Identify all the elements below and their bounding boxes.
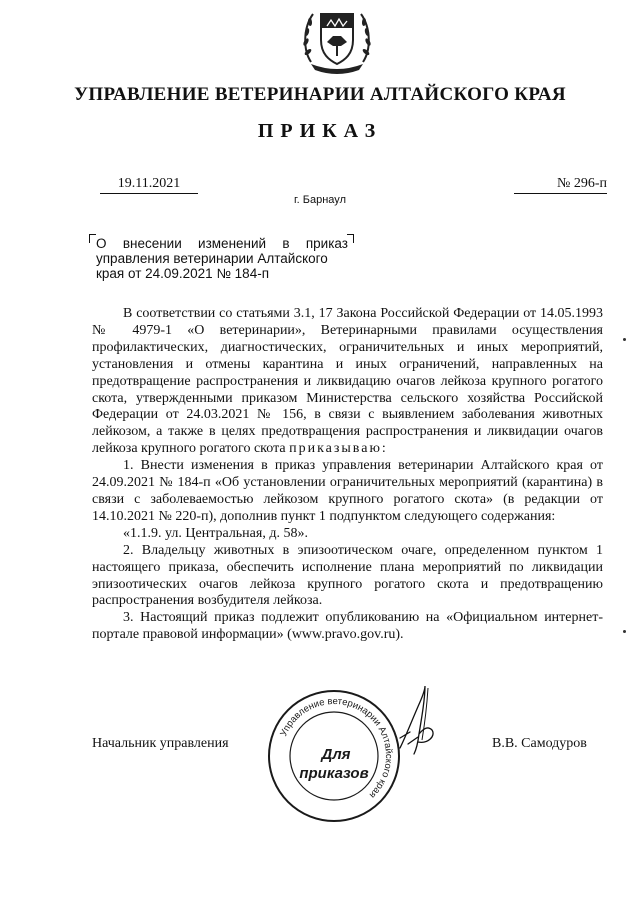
subject-word: внесении <box>122 236 182 251</box>
subject-word: в <box>282 236 290 251</box>
official-stamp <box>266 688 402 824</box>
handwritten-signature <box>392 680 442 760</box>
organization-name: УПРАВЛЕНИЕ ВЕТЕРИНАРИИ АЛТАЙСКОГО КРАЯ <box>74 84 566 105</box>
stamp-ring-text: Управление ветеринарии Алтайского края <box>278 695 395 801</box>
stamp-center-line-1: Для <box>321 746 351 763</box>
margin-mark <box>623 630 626 633</box>
item-1-paragraph: 1. Внести изменения в приказ управления ветеринарии Алтайского края от 24.09.2021 № 184-п «Об установлении ограничительных мероприятий (карантина) в связи с заболеваемостью лейкозом крупного рогатого скота» (в редакции от 14.10.2021 № 220-п), дополнив пункт 1 подпунктом следующего содержания: <box>92 458 603 524</box>
preamble-text: В соответствии со статьями 3.1, 17 Закона Российской Федерации от 14.05.1993 № 4979-1 «О ветеринарии», Ветеринарными правилами осуществления профилактических, диагностических, ограничительных и иных мероприятий, установления и отмены карантина и иных ограничений, направленных на предотвращение распространения и ликвидацию очагов лейкоза крупного рогатого скота, утвержденными приказом Министерства сельского хозяйства Российской Федерации от 24.03.2021 № 156, в связи с выявлением заболевания животных лейкозом, а также в целях предотвращения распространения и ликвидации очагов лейкоза крупного рогатого скота <box>92 306 603 457</box>
document-date: 19.11.2021 <box>100 176 198 194</box>
subject-bracket-left <box>89 234 96 243</box>
document-body <box>92 306 603 644</box>
subject-word: приказ <box>305 236 348 251</box>
signatory-name: В.В. Самодуров <box>492 736 587 751</box>
subject-line-3: края от 24.09.2021 № 184-п <box>96 266 270 281</box>
item-3-paragraph: 3. Настоящий приказ подлежит опубликованию на «Официальном интернет-портале правовой информации» (www.pravo.gov.ru). <box>92 610 603 643</box>
document-subject <box>96 236 348 281</box>
subject-word: О <box>96 236 107 251</box>
document-type: ПРИКАЗ <box>257 120 383 142</box>
coat-of-arms-icon <box>297 2 377 78</box>
order-word: приказываю: <box>289 441 388 457</box>
subject-word: изменений <box>198 236 267 251</box>
subject-line-1 <box>96 236 348 251</box>
item-1-subitem: «1.1.9. ул. Центральная, д. 58». <box>123 525 308 541</box>
item-2-paragraph: 2. Владельцу животных в эпизоотическом очаге, определенном пунктом 1 настоящего приказа, обеспечить исполнение плана мероприятий по ликвидации эпизоотических очагов лейкоза крупного рогатого скота и предотвращению распространения возбудителя лейкоза. <box>92 542 603 609</box>
signatory-position: Начальник управления <box>92 736 229 751</box>
document-number: № 296-п <box>514 176 607 194</box>
stamp-center-line-2: приказов <box>299 765 369 782</box>
margin-mark <box>623 338 626 341</box>
subject-line-2: управления ветеринарии Алтайского <box>96 251 328 266</box>
document-city: г. Барнаул <box>294 194 346 206</box>
preamble-paragraph <box>92 306 603 458</box>
subject-bracket-right <box>347 234 354 243</box>
